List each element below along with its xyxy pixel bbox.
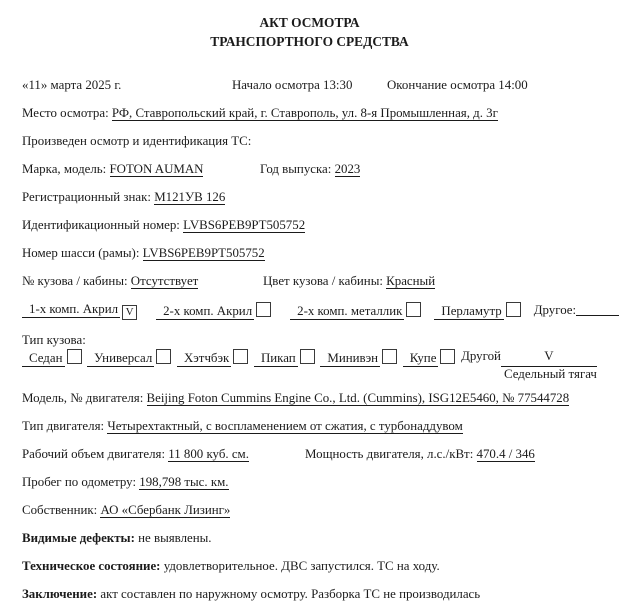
year-label: Год выпуска:	[260, 162, 332, 176]
brand-label: Марка, модель:	[22, 162, 107, 176]
body-color-value: Красный	[386, 274, 436, 288]
body-type-wagon	[87, 349, 171, 367]
checkbox-paint-pearl	[506, 302, 521, 317]
body-number-label: № кузова / кабины:	[22, 274, 128, 288]
engine-type-label: Тип двигателя:	[22, 418, 105, 433]
field-body-number-color	[22, 274, 597, 290]
field-condition	[22, 559, 597, 575]
checkbox-paint-metallic	[406, 302, 421, 317]
checkbox-body-pickup	[300, 349, 315, 364]
body-type-sedan	[22, 349, 82, 367]
year-group	[260, 162, 360, 178]
inspection-note-text: Произведен осмотр и идентификация ТС:	[22, 134, 252, 148]
chassis-value: LVBS6PEB9PT505752	[142, 246, 265, 260]
field-engine-model	[22, 391, 597, 407]
condition-label: Техническое состояние:	[22, 558, 161, 573]
engine-power-value: 470.4 / 346	[476, 446, 535, 461]
body-type-coupe	[403, 349, 456, 367]
field-conclusion	[22, 587, 597, 603]
header-date-row	[22, 78, 597, 94]
paint-option-metallic-label: 2-х комп. металлик	[290, 304, 404, 320]
inspection-end-time: Окончание осмотра 14:00	[387, 78, 528, 92]
paint-type-row	[22, 302, 597, 320]
odometer-value: 198,798 тыс. км.	[139, 474, 229, 489]
owner-label: Собственник:	[22, 502, 98, 517]
paint-option-pearl	[434, 302, 520, 320]
engine-volume-label: Рабочий объем двигателя:	[22, 446, 166, 461]
paint-other-label: Другое:	[533, 303, 577, 317]
inspection-note	[22, 134, 597, 150]
field-chassis	[22, 246, 597, 262]
inspection-date: «11» марта 2025 г.	[22, 78, 122, 92]
paint-option-other	[534, 302, 619, 319]
body-type-sedan-label: Седан	[22, 351, 65, 367]
engine-power-group	[305, 447, 535, 463]
paint-option-acryl2	[156, 302, 271, 320]
field-owner	[22, 503, 597, 519]
checkbox-body-coupe	[440, 349, 455, 364]
engine-model-label: Модель, № двигателя:	[22, 390, 144, 405]
paint-option-acryl2-label: 2-х комп. Акрил	[156, 304, 254, 320]
vin-label: Идентификационный номер:	[22, 218, 180, 232]
checkbox-body-sedan	[67, 349, 82, 364]
year-value: 2023	[334, 162, 361, 176]
body-type-label: Тип кузова:	[22, 332, 86, 347]
body-type-other	[461, 349, 597, 381]
vin-value: LVBS6PEB9PT505752	[183, 218, 306, 232]
field-reg-plate	[22, 190, 597, 206]
document-title	[22, 13, 597, 51]
paint-option-pearl-label: Перламутр	[434, 304, 503, 320]
body-type-hatchback	[177, 349, 248, 367]
body-type-pickup-label: Пикап	[254, 351, 298, 367]
owner-value: АО «Сбербанк Лизинг»	[100, 502, 231, 517]
paint-option-acryl1	[22, 302, 137, 320]
paint-option-acryl1-label: 1-х комп. Акрил	[22, 302, 120, 318]
brand-value: FOTON AUMAN	[109, 162, 204, 176]
odometer-label: Пробег по одометру:	[22, 474, 137, 489]
field-odometer	[22, 475, 597, 491]
engine-power-label: Мощность двигателя, л.с./кВт:	[305, 446, 474, 461]
chassis-label: Номер шасси (рамы):	[22, 246, 140, 260]
field-brand-year	[22, 162, 597, 178]
engine-volume-value: 11 800 куб. см.	[168, 446, 249, 461]
checkbox-body-minivan	[382, 349, 397, 364]
field-engine-type	[22, 419, 597, 435]
checkbox-body-wagon	[156, 349, 171, 364]
paint-option-metallic	[290, 302, 421, 320]
body-type-minivan	[320, 349, 397, 367]
place-value: РФ, Ставропольский край, г. Ставрополь, ул. 8-я Промышленная, д. 3г	[111, 106, 498, 120]
checkbox-body-hatchback	[233, 349, 248, 364]
defects-label: Видимые дефекты:	[22, 530, 135, 545]
field-defects	[22, 531, 597, 547]
place-label: Место осмотра:	[22, 106, 109, 120]
body-type-other-value: Седельный тягач	[503, 366, 597, 381]
body-color-group	[263, 274, 435, 290]
body-type-hatchback-label: Хэтчбэк	[177, 351, 231, 367]
body-type-other-mark: V	[501, 349, 597, 367]
paint-other-blank-line	[576, 302, 619, 316]
body-type-options-row	[22, 349, 597, 381]
body-type-minivan-label: Минивэн	[320, 351, 380, 367]
field-engine-volume-power	[22, 447, 597, 463]
conclusion-label: Заключение:	[22, 586, 98, 601]
engine-type-value: Четырехтактный, с воспламенением от сжатия, с турбонаддувом	[107, 418, 463, 433]
reg-plate-value: М121УВ 126	[154, 190, 226, 204]
condition-value: удовлетворительное. ДВС запустился. ТС на ходу.	[163, 558, 440, 573]
body-type-pickup	[254, 349, 315, 367]
body-type-label-row	[22, 333, 597, 349]
inspection-start-time: Начало осмотра 13:30	[232, 78, 353, 92]
checkbox-paint-acryl1: V	[122, 305, 137, 320]
body-type-wagon-label: Универсал	[87, 351, 154, 367]
body-type-coupe-label: Купе	[403, 351, 439, 367]
engine-model-value: Beijing Foton Cummins Engine Co., Ltd. (Cummins), ISG12E5460, № 77544728	[146, 390, 570, 405]
defects-value: не выявлены.	[138, 530, 212, 545]
document-title-line1: АКТ ОСМОТРА	[259, 15, 360, 30]
body-color-label: Цвет кузова / кабины:	[263, 274, 383, 288]
field-vin	[22, 218, 597, 234]
document-title-line2: ТРАНСПОРТНОГО СРЕДСТВА	[210, 34, 409, 49]
reg-plate-label: Регистрационный знак:	[22, 190, 151, 204]
body-type-other-label: Другой	[461, 349, 501, 363]
field-place	[22, 106, 597, 122]
conclusion-value: акт составлен по наружному осмотру. Разборка ТС не производилась	[100, 586, 481, 601]
body-number-value: Отсутствует	[130, 274, 199, 288]
checkbox-paint-acryl2	[256, 302, 271, 317]
